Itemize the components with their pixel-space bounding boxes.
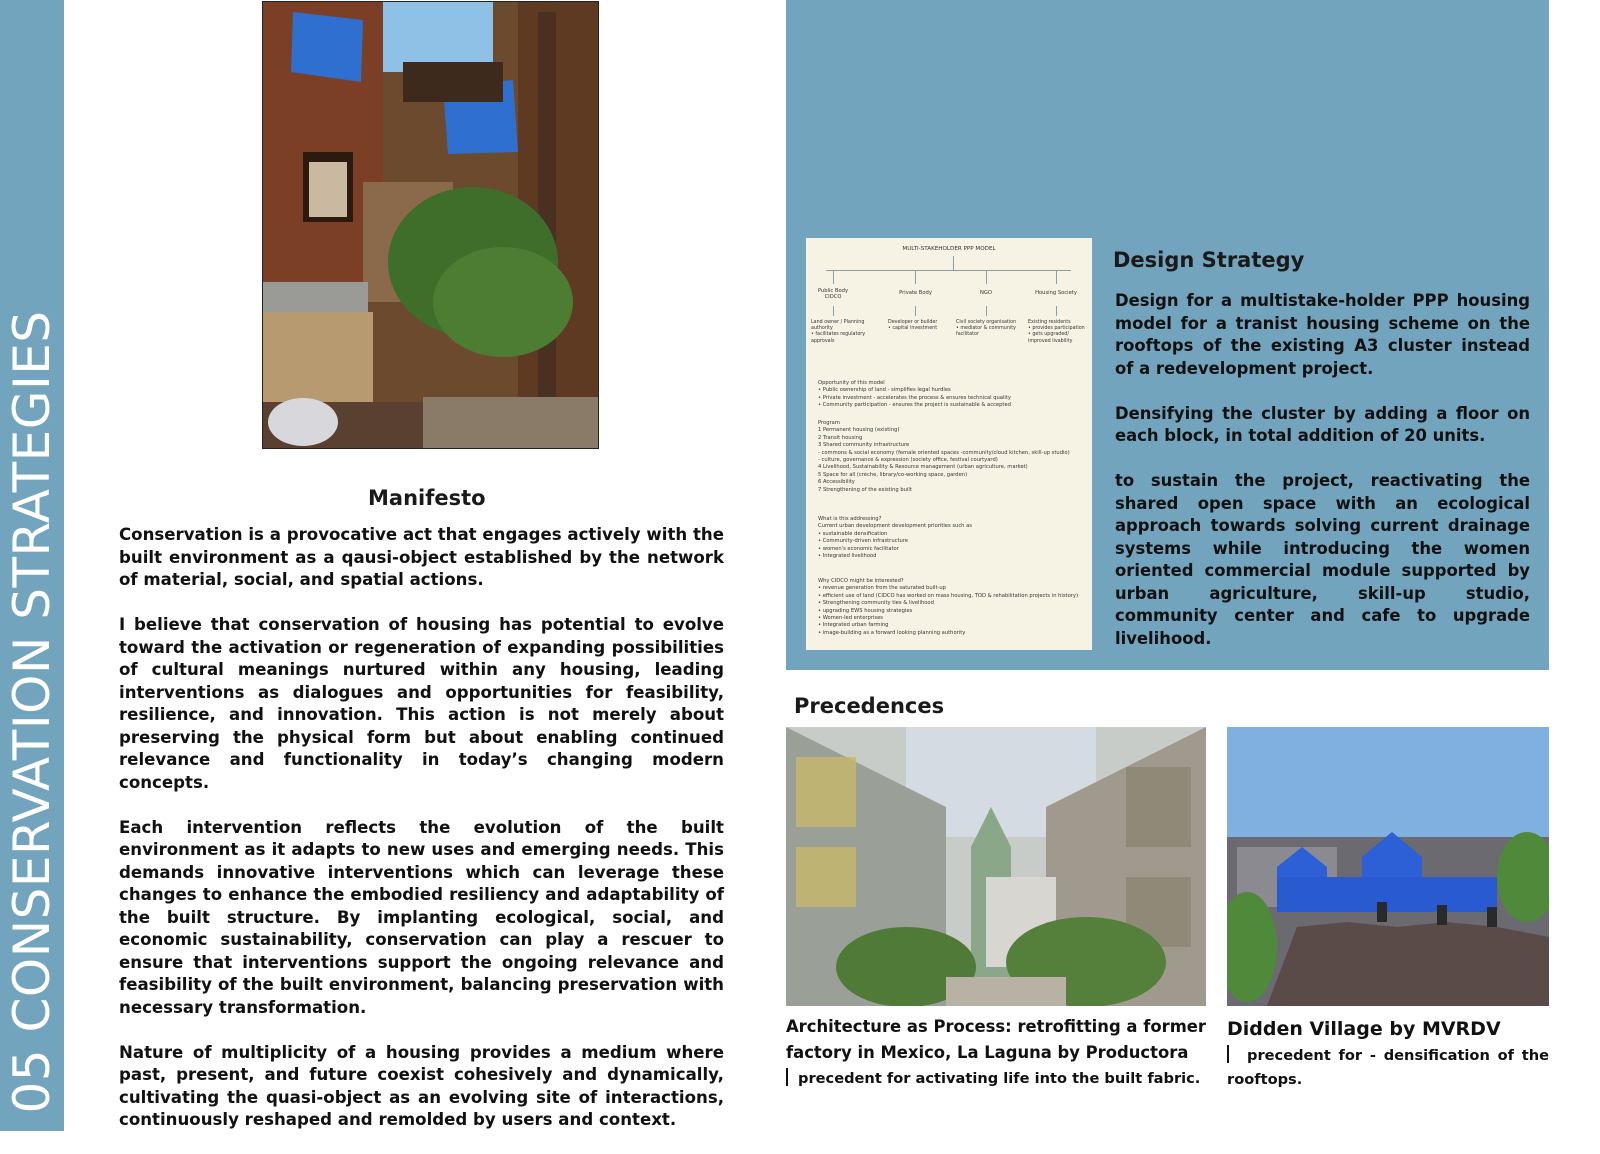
section-line: • efficient use of land (CIDCO has worked on mass housing, TOD & rehabilitation projects in history) — [818, 592, 1078, 599]
ppp-model-title: MULTI-STAKEHOLDER PPP MODEL — [902, 246, 996, 252]
ppp-section-why-cidco — [818, 578, 1083, 637]
manifesto-paragraph: Conservation is a provocative act that engages actively with the built environment as a qausi-object established by the network of material, social, and spatial actions. — [119, 525, 724, 589]
manifesto-heading: Manifesto — [368, 486, 486, 510]
desc-line: • provides participation — [1028, 326, 1085, 332]
ppp-connector — [915, 270, 916, 284]
precedent-photo-la-laguna — [786, 727, 1206, 1006]
ppp-connector — [915, 306, 916, 316]
section-line: 7 Strengthening of the existing built — [818, 486, 912, 493]
stakeholder-name: Housing Society — [1035, 290, 1077, 296]
desc-line: • facilitates regulatory — [811, 332, 866, 338]
precedent-title: Didden Village by MVRDV — [1227, 1018, 1501, 1040]
section-line: • Private investment - accelerates the process & ensures technical quality — [818, 394, 1011, 401]
desc-line: authority — [811, 326, 833, 332]
desc-line: Land owner / Planning — [811, 320, 865, 325]
precedent-caption-la-laguna — [786, 1014, 1206, 1089]
section-line: • sustainable densification — [818, 530, 888, 537]
section-line: • Community-driven infrastructure — [818, 538, 908, 545]
section-line: 1 Permanent housing (existing) — [818, 427, 900, 434]
stakeholder-desc — [811, 320, 879, 345]
desc-line: Civil society organisation — [956, 320, 1017, 325]
design-strategy-heading: Design Strategy — [1113, 248, 1305, 272]
section-line: • revenue generation from the saturated built-up — [818, 585, 946, 592]
section-line: • image-building as a forward looking planning authority — [818, 629, 966, 636]
design-strategy-body — [1115, 290, 1530, 673]
stakeholder-name: Public Body CIDCO — [817, 288, 849, 301]
desc-line: facilitator — [956, 332, 979, 338]
section-line: Current urban development development priorities such as — [818, 523, 972, 530]
section-line: 4 Livelihood, Sustainability & Resource management (urban agriculture, market) — [818, 464, 1028, 471]
desc-line: • mediator & community — [956, 326, 1016, 332]
section-line: • women's economic facilitator — [818, 545, 899, 552]
section-title: Program — [818, 420, 840, 426]
ppp-connector — [986, 306, 987, 316]
desc-line: • capital investment — [888, 326, 938, 332]
section-title: What is this addressing? — [818, 516, 882, 522]
section-title: Opportunity of this model — [818, 380, 885, 386]
precedent-photo-didden-village — [1227, 727, 1549, 1006]
stakeholder-desc — [956, 320, 1026, 339]
ppp-section-program — [818, 420, 1083, 494]
strategy-paragraph: Densifying the cluster by adding a floor on each block, in total addition of 20 units. — [1115, 403, 1530, 445]
section-line: • Integrated livelihood — [818, 553, 877, 560]
precedences-heading: Precedences — [794, 694, 945, 718]
precedent-note: precedent for - densification of the rooftops. — [1227, 1047, 1549, 1088]
section-line: • Strengthening community ties & livelihood — [818, 600, 934, 607]
precedent-title: Architecture as Process: retrofitting a former factory in Mexico, La Laguna by Productora — [786, 1017, 1206, 1062]
housing-cluster-photo — [262, 1, 599, 449]
stakeholder-desc — [1028, 320, 1092, 345]
manifesto-paragraph: Nature of multiplicity of a housing provides a medium where past, present, and future coexist cohesively and dynamically, cultivating the quasi-object as an evolving site of interactions, continuously reshaped and remolded by users and context. — [119, 1042, 724, 1129]
precedent-note: precedent for activating life into the built fabric. — [798, 1070, 1201, 1087]
ppp-connector — [1056, 270, 1057, 284]
section-line: 2 Transit housing — [818, 434, 863, 441]
section-line: 6 Accessibility — [818, 479, 855, 486]
ppp-section-addressing — [818, 516, 1083, 560]
ppp-connector — [826, 270, 1071, 271]
precedent-note-row — [786, 1068, 1206, 1089]
ppp-connector — [953, 256, 954, 270]
section-title-vertical: 05 CONSERVATION STRATEGIES — [3, 310, 61, 1114]
bar-marker — [786, 1068, 788, 1086]
section-line: • Integrated urban farming — [818, 622, 889, 629]
precedent-note-row — [1227, 1044, 1549, 1092]
ppp-connector — [833, 306, 834, 316]
section-line: • Community participation - ensures the project is sustainable & accepted — [818, 402, 1011, 409]
section-line: • Public ownership of land - simplifies legal hurdles — [818, 387, 951, 394]
desc-line: improved livability — [1028, 338, 1073, 344]
section-line: - commons & social economy (female oriented spaces -community/cloud kitchen, skill-up studio) — [818, 449, 1070, 456]
ppp-connector — [986, 270, 987, 284]
desc-line: Developer or builder — [888, 320, 938, 325]
manifesto-body — [119, 524, 724, 1154]
desc-line: approvals — [811, 338, 835, 344]
strategy-paragraph: to sustain the project, reactivating the shared open space with an ecological approach towards solving current drainage systems while introducing the women oriented commercial module supported by urban agriculture, skill-up studio, community center and cafe to upgrade livelihood. — [1115, 471, 1530, 648]
section-line: • Women-led enterprises — [818, 615, 883, 622]
precedent-caption-didden-village — [1227, 1016, 1549, 1092]
section-line: • upgrading EWS housing strategies — [818, 607, 913, 614]
ppp-connector — [1056, 306, 1057, 316]
manifesto-paragraph: Each intervention reflects the evolution of the built environment as it adapts to new uses and emerging needs. This demands innovative interventions which can leverage these changes to enhance the embodied resiliency and adaptability of the built structure. By implanting ecological, social, and economic sustainability, conservation can play a rescuer to ensure that interventions support the ongoing relevance and feasibility of the built environment, balancing preservation with necessary transformation. — [119, 817, 724, 1017]
manifesto-paragraph: I believe that conservation of housing has potential to evolve toward the activation or regeneration of expanding possibilities of cultural meanings nurtured within any housing, leading interventions as dialogues and opportunities for feasibility, resilience, and innovation. This action is not merely about preserving the physical form but about enabling continued relevance and functionality in today’s changing modern concepts. — [119, 615, 724, 792]
strategy-paragraph: Design for a multistake-holder PPP housing model for a tranist housing scheme on the rooftops of the existing A3 cluster instead of a redevelopment project. — [1115, 291, 1530, 378]
stakeholder-desc — [888, 320, 953, 332]
desc-line: Existing residents — [1028, 320, 1071, 325]
ppp-model-diagram — [806, 238, 1092, 650]
desc-line: • gets upgraded/ — [1028, 332, 1069, 338]
section-title: Why CIDCO might be interested? — [818, 578, 904, 584]
ppp-connector — [833, 270, 834, 284]
stakeholder-name: NGO — [980, 290, 992, 296]
stakeholder-name: Private Body — [899, 290, 932, 296]
ppp-section-opportunity — [818, 380, 1083, 410]
bar-marker — [1227, 1045, 1229, 1063]
section-line: 5 Space for all (crèche, library/co-working space, garden) — [818, 471, 968, 478]
section-line: - culture, governance & expression (society office, festival courtyard) — [818, 457, 998, 464]
section-line: 3 Shared community infrastructure — [818, 442, 910, 449]
